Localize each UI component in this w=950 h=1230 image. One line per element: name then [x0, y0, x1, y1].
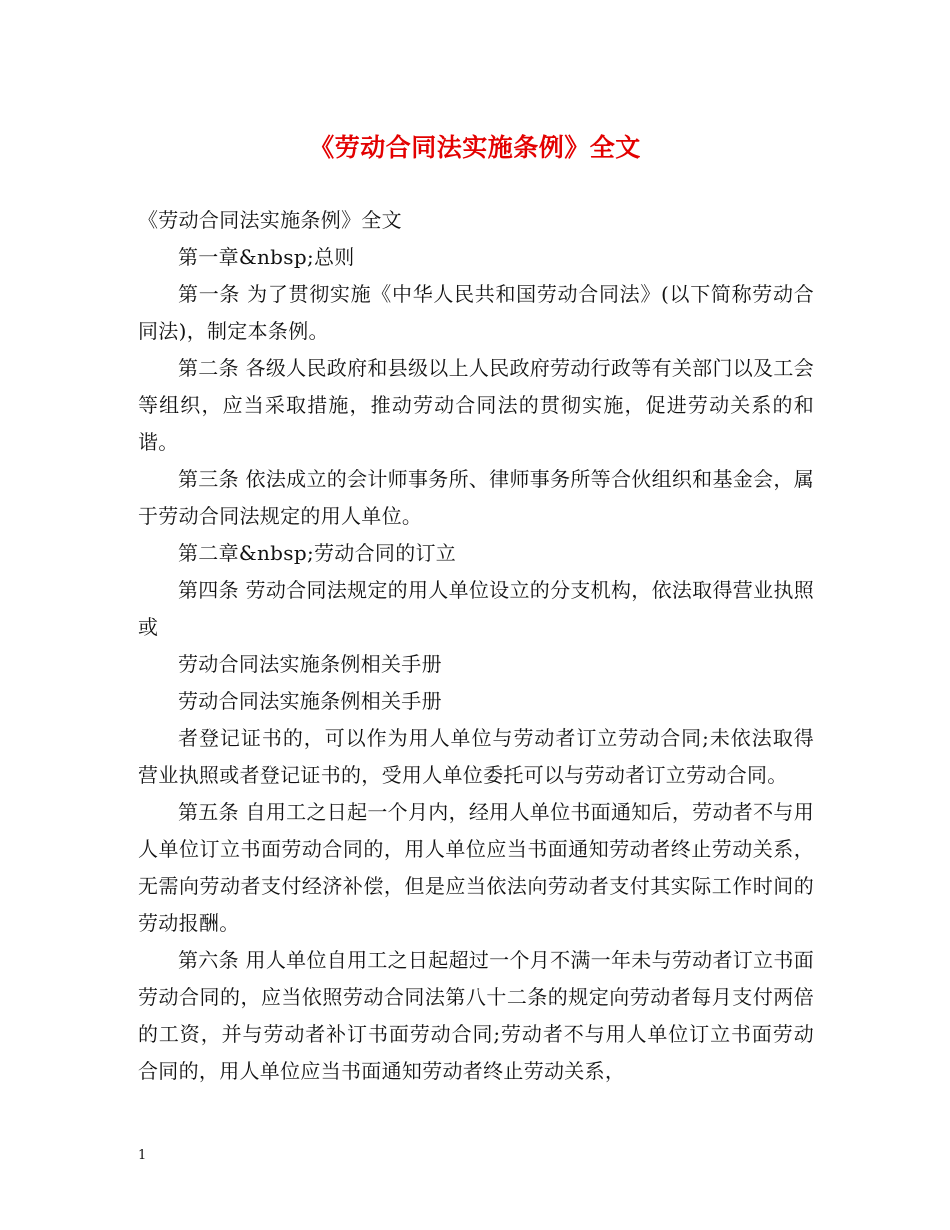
paragraph: 第六条 用人单位自用工之日起超过一个月不满一年未与劳动者订立书面劳动合同的，应当依照劳动合同法第八十二条的规定向劳动者每月支付两倍的工资，并与劳动者补订书面劳动合同;劳动者不与用人单位订立书面劳动合同的，用人单位应当书面通知劳动者终止劳动关系， — [138, 948, 814, 1083]
paragraph: 第四条 劳动合同法规定的用人单位设立的分支机构，依法取得营业执照或 — [138, 578, 814, 639]
paragraph: 第五条 自用工之日起一个月内，经用人单位书面通知后，劳动者不与用人单位订立书面劳动合同的，用人单位应当书面通知劳动者终止劳动关系，无需向劳动者支付经济补偿，但是应当依法向劳动者支付其实际工作时间的劳动报酬。 — [138, 800, 814, 935]
paragraph: 者登记证书的，可以作为用人单位与劳动者订立劳动合同;未依法取得营业执照或者登记证书的，受用人单位委托可以与劳动者订立劳动合同。 — [138, 726, 814, 787]
page-number: 1 — [138, 1148, 147, 1163]
paragraph: 《劳动合同法实施条例》全文 — [138, 208, 402, 232]
document-title: 《劳动合同法实施条例》全文 — [309, 133, 641, 162]
paragraph: 第二条 各级人民政府和县级以上人民政府劳动行政等有关部门以及工会等组织，应当采取措施，推动劳动合同法的贯彻实施，促进劳动关系的和谐。 — [138, 356, 814, 454]
paragraph: 第一条 为了贯彻实施《中华人民共和国劳动合同法》(以下简称劳动合同法)，制定本条例。 — [138, 282, 814, 343]
document-body — [138, 202, 814, 1090]
paragraph: 劳动合同法实施条例相关手册 — [178, 652, 442, 676]
paragraph: 第二章&nbsp;劳动合同的订立 — [178, 541, 457, 565]
paragraph: 劳动合同法实施条例相关手册 — [178, 689, 442, 713]
paragraph: 第一章&nbsp;总则 — [178, 245, 355, 269]
paragraph: 第三条 依法成立的会计师事务所、律师事务所等合伙组织和基金会，属于劳动合同法规定的用人单位。 — [138, 467, 814, 528]
